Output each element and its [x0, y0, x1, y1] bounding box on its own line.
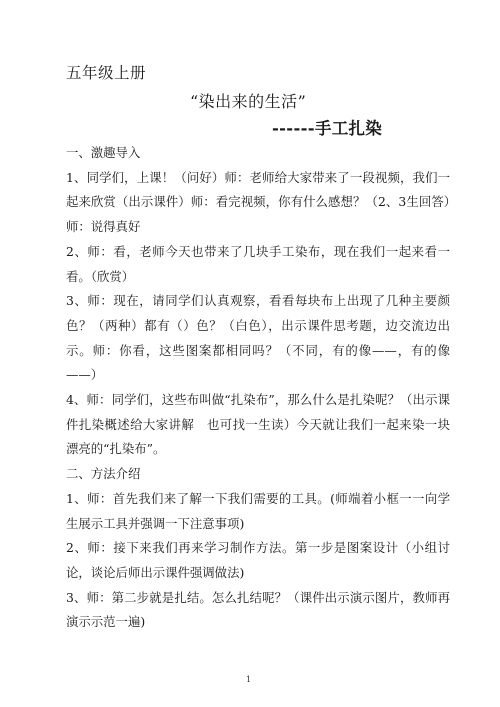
paragraph: 2、师：接下来我们再来学习制作方法。第一步是图案设计（小组讨论，谈论后师出示课件强调做法)	[66, 540, 450, 580]
paragraph: 3、师：第二步就是扎结。怎么扎结呢？（课件出示演示图片，教师再演示示范一遍)	[66, 589, 450, 630]
grade-label: 五年级上册	[66, 64, 147, 82]
document-title: “染出来的生活”	[190, 92, 307, 111]
paragraph: 4、师：同学们，这些布叫做“扎染布”，那么什么是扎染呢？（出示课件扎染概述给大家讲解 也可找一生读）今天就让我们一起来染一块漂亮的“扎染布”。	[66, 392, 450, 457]
document-body	[66, 141, 450, 635]
section-heading: 二、方法介绍	[66, 466, 141, 482]
paragraph: 3、师：现在，请同学们认真观察，看看每块布上出现了几种主要颜色？（两种）都有（）色？（白色），出示课件思考题，边交流边出示。师：你看，这些图案都相同吗？（不同，有的像——，有的像——）	[66, 293, 450, 383]
page-number: 1	[246, 675, 252, 684]
paragraph: 1、师：首先我们来了解一下我们需要的工具。(师端着小框一一向学生展示工具并强调一下注意事项)	[66, 490, 450, 531]
section-heading: 一、激趣导入	[66, 145, 141, 160]
paragraph: 2、师：看，老师今天也带来了几块手工染布，现在我们一起来看一看。（欣赏）	[66, 243, 450, 284]
paragraph: 1、同学们，上课！（问好）师：老师给大家带来了一段视频，我们一起来欣赏（出示课件）师：看完视频，你有什么感想？（2、3生回答）师：说得真好	[66, 169, 450, 235]
document-subtitle: ------手工扎染	[272, 119, 383, 138]
